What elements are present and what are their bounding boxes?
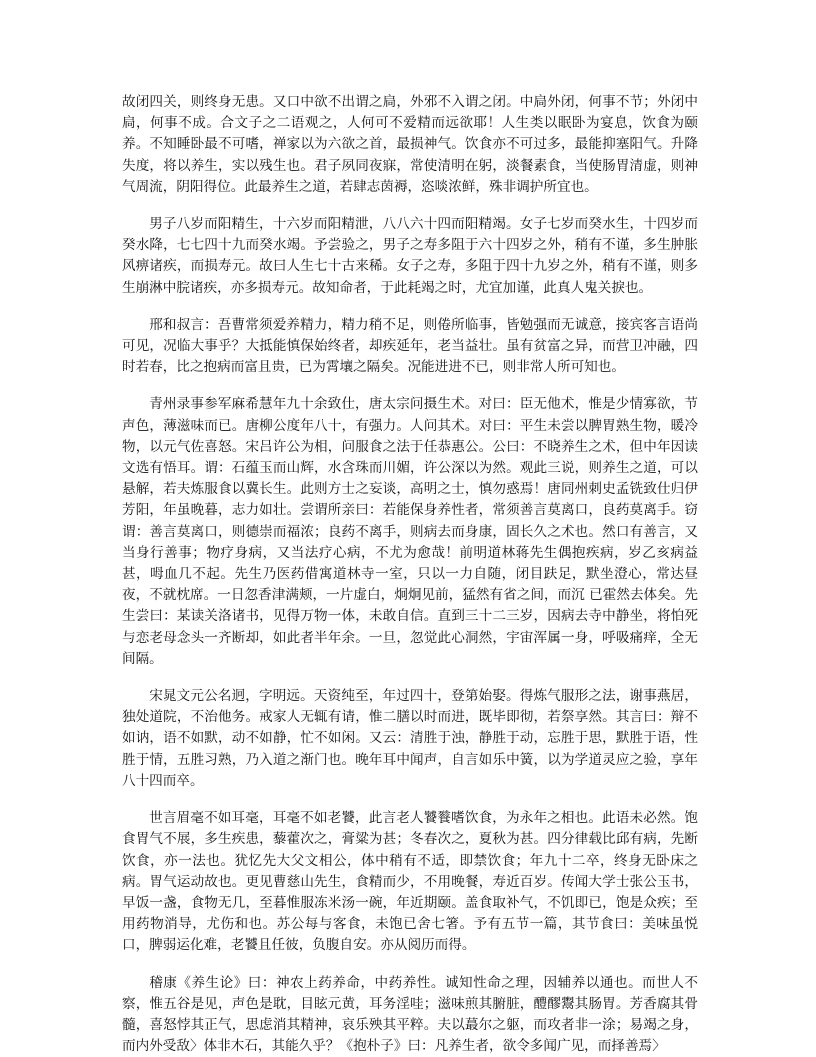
paragraph-qingzhou-official: 青州录事参军麻希慧年九十余致仕，唐太宗问摄生术。对曰：臣无他术，惟是少情寡欲，节声色，薄滋味而已。唐柳公度年八十，有强力。人问其术。对曰：平生未尝以脾胃熟生物，暖冷物，以元气佐喜怒。宋吕许公为相，问服食之法于任恭惠公。公曰：不晓养生之术，但中年因读文选有悟耳。谓：石蕴玉而山辉，水含珠而川媚，许公深以为然。观此三说，则养生之道，可以悬解，若夫炼服食以冀长生。此则方士之妄谈，高明之士，慎勿惑焉！唐同州刺史孟铣致仕归伊芳阳，年虽晚暮，志力如壮。尝谓所亲曰：若能保身养性者，常须善言莫离口，良药莫离手。窃谓：善言莫离口，则德崇而福浓；良药不离手，则病去而身康，固长久之术也。然口有善言，又当身行善事；物疗身病，又当法疗心病，不尤为愈哉！前明道林蒋先生偶抱疾病，岁乙亥病益甚，呣血几不起。先生乃医药借寓道林寺一室，只以一力自随，闭目趺足，默坐澄心，常达昼夜，不就枕席。一日忽香津满颊，一片虚白，炯炯见前，猛然有省之间，而沉 已霍然去体矣。先生尝曰：某读关洛诸书，见得万物一体，未敢自信。直到三十二三岁，因病去寺中静坐，将怕死与恋老母念头一齐断却，如此者半年余。一旦，忽觉此心洞然，宇宙浑属一身，呼吸痛痒，全无间隔。 [122,396,698,667]
document-page [122,92,698,1057]
paragraph-eating-moderation: 世言眉毫不如耳毫，耳毫不如老饕，此言老人饕餮嗜饮食，为永年之相也。此语未必然。饱食胃气不展，多生疾患，藜藿次之，膏粱为甚；冬春次之，夏秋为甚。四分律载比邱有病，先断饮食，亦一法也。犹忆先大父文相公，体中稍有不适，即禁饮食；年九十二卒，终身无卧床之病。胃气运动故也。更见曹慈山先生，食精而少，不用晚餐，寿近百岁。传闻大学士张公玉书，早饭一盏，食物无几，至暮惟服冻米汤一碗，年近期颐。盖食取补气，不饥即已，饱是众疾；至用药物消导，尤伤和也。苏公每与客食，未饱已舍七箸。予有五节一篇，其节食曰：美味虽悦口，脾弱运化难，老饕且任彼，负腹自安。亦从阅历而得。 [122,810,698,954]
paragraph-xing-heshu: 邢和叔言：吾曹常须爱养精力，精力稍不足，则倦所临事，皆勉强而无诚意，接宾客言语尚可见，况临大事乎？大抵能慎保始终者，却疾延年，老当益壮。虽有贫富之异，而营卫冲融，四时若春，比之抱病而富且贵，已为霄壤之隔矣。况能进进不已，则非常人所可知也。 [122,316,698,376]
paragraph-jikang-yangsheng: 稽康《养生论》曰：神农上药养命，中药养性。诚知性命之理，因辅养以通也。而世人不察，惟五谷是见，声色是耽，目眩元黄，耳务淫哇；滋味煎其腑脏，醴醪鬻其肠胃。芳香腐其骨髓，喜怒悖其正气，思虑消其精神，哀乐殃其平粹。夫以蕞尔之躯，而攻者非一涂；易竭之身，而内外受敌〉体非木石，其能久乎？《抱朴子》曰：凡养生者，欲令多闻广见，而择善焉〉 [122,974,698,1055]
paragraph-yang-essence: 男子八岁而阳精生，十六岁而阳精泄，八八六十四而阳精竭。女子七岁而癸水生，十四岁而癸水降，七七四十九而癸水竭。予尝验之，男子之寿多阻于六十四岁之外，稍有不谨，多生肿胀风痹诸疾，而损寿元。故曰人生七十古来稀。女子之寿，多阻于四十九岁之外，稍有不谨，则多生崩淋中脘诸疾，亦多损寿元。故知命者，于此耗竭之时，尤宜加谨，此真人鬼关捩也。 [122,216,698,296]
paragraph-closing-gates: 故闭四关，则终身无患。又口中欲不出谓之扃，外邪不入谓之闭。中扃外闭，何事不节；外闭中扃，何事不成。合文子之二语观之，人何可不爱精而远欲耶！人生类以眠卧为宴息，饮食为颐养。不知睡卧最不可嗜，禅家以为六欲之首，最损神气。饮食亦不可过多，最能抑塞阳气。升降失度，将以养生，实以残生也。君子夙同夜寐，常使清明在躬，淡餐素食，当使肠胃清虚，则神气周流，阴阳得位。此最养生之道，若肆志茵褥，恣啖浓鲜，殊非调护所宜也。 [122,94,698,195]
paragraph-chao-wenyuan: 宋晁文元公名迥，字明远。天资纯至，年过四十，登第始娶。得炼气服形之法，谢事燕居，独处道院，不治他务。戒家人无辄有请，惟二膳以时而进，既毕即彻，若祭享然。其言曰：辩不如讷，语不如默，动不如静，忙不如闲。又云：清胜于浊，静胜于动，忘胜于思，默胜于语，性胜于情，五胜习熟，乃入道之渐门也。晚年耳中闻声，自言如乐中簧，以为学道灵应之验，享年八十四而卒。 [122,688,698,789]
